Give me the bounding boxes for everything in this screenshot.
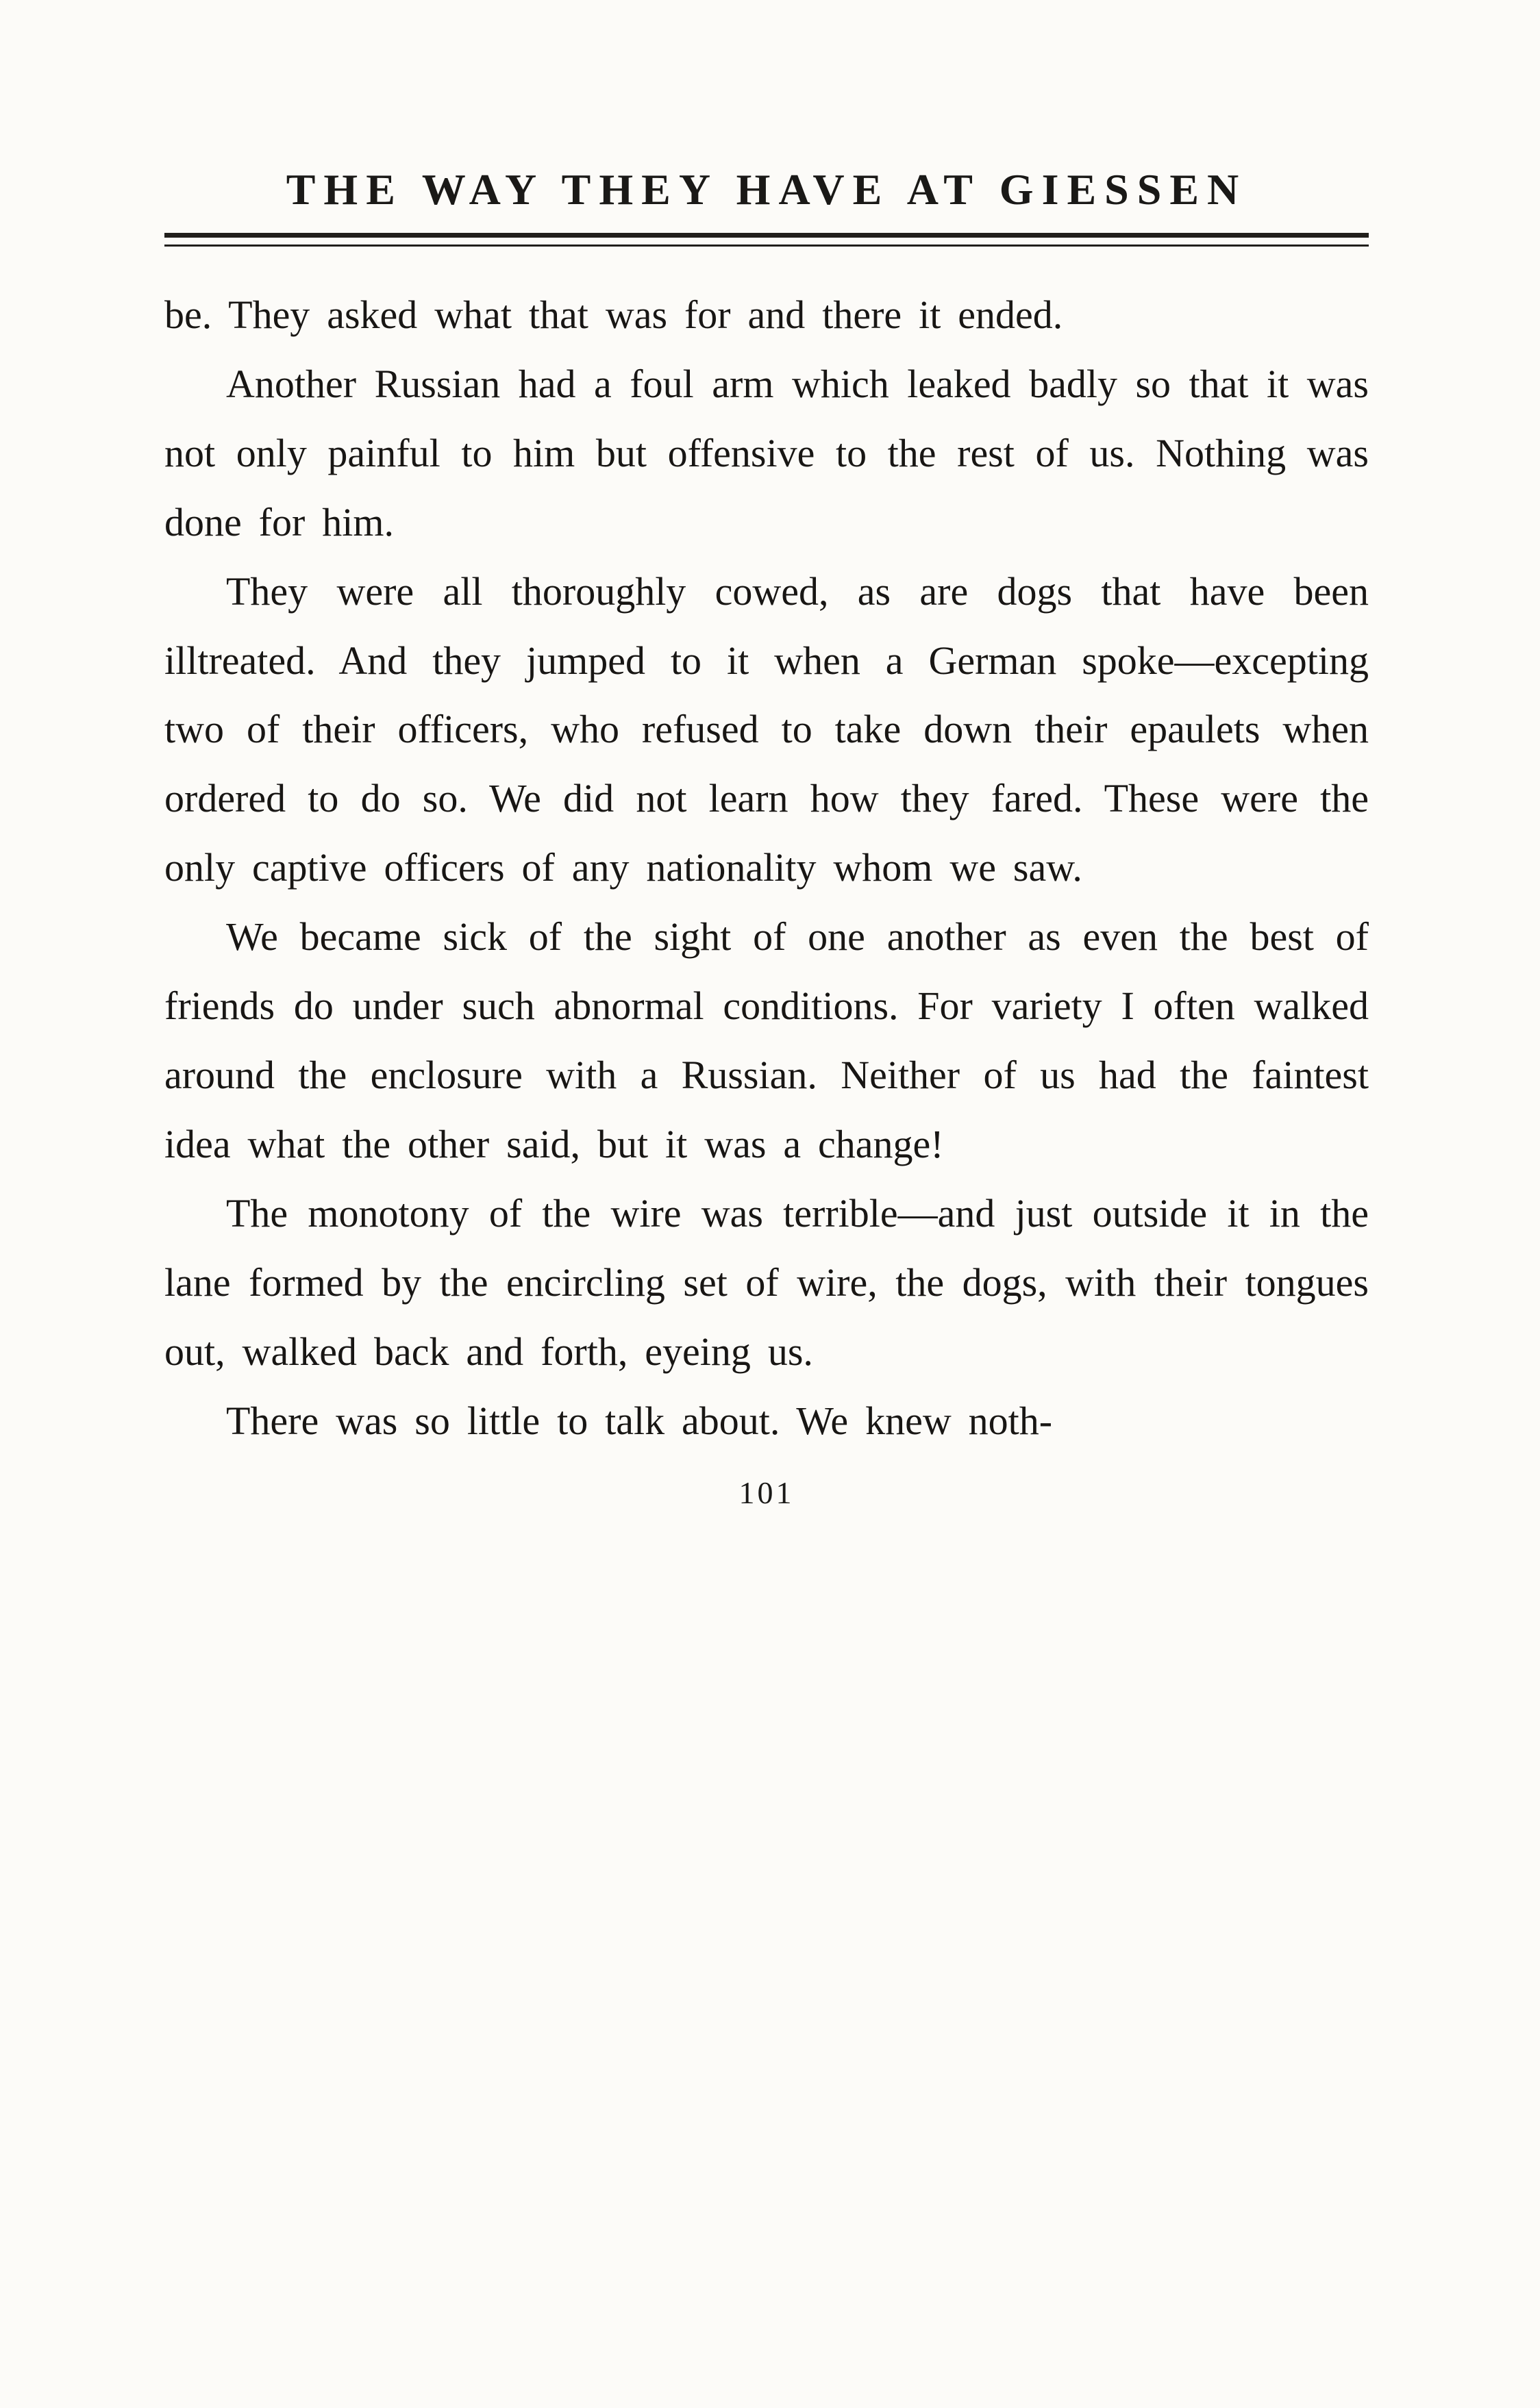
- page-number: 101: [738, 1475, 795, 1511]
- running-head: THE WAY THEY HAVE AT GIESSEN: [286, 165, 1247, 214]
- paragraph: be. They asked what that was for and there it ended.: [164, 292, 1063, 337]
- paragraph: They were all thoroughly cowed, as are dogs that have been illtreated. And they jumped to it when a German spoke—excepting two of their officers, who refused to take down their epaulets when ordered to do so. We did not learn how they fared. These were the only captive officers of any nationality whom we saw.: [164, 568, 1369, 890]
- page-body: [164, 281, 1369, 1455]
- paragraph: The monotony of the wire was terrible—and just outside it in the lane formed by the encircling set of wire, the dogs, with their tongues out, walked back and forth, eyeing us.: [164, 1190, 1369, 1374]
- paragraph: Another Russian had a foul arm which leaked badly so that it was not only painful to him but offensive to the rest of us. Nothing was done for him.: [164, 361, 1369, 544]
- paragraph: There was so little to talk about. We knew noth-: [226, 1398, 1053, 1443]
- header-rule: [164, 233, 1369, 247]
- paragraph: We became sick of the sight of one another as even the best of friends do under such abnormal conditions. For variety I often walked around the enclosure with a Russian. Neither of us had the faintest idea what the other said, but it was a change!: [164, 914, 1369, 1166]
